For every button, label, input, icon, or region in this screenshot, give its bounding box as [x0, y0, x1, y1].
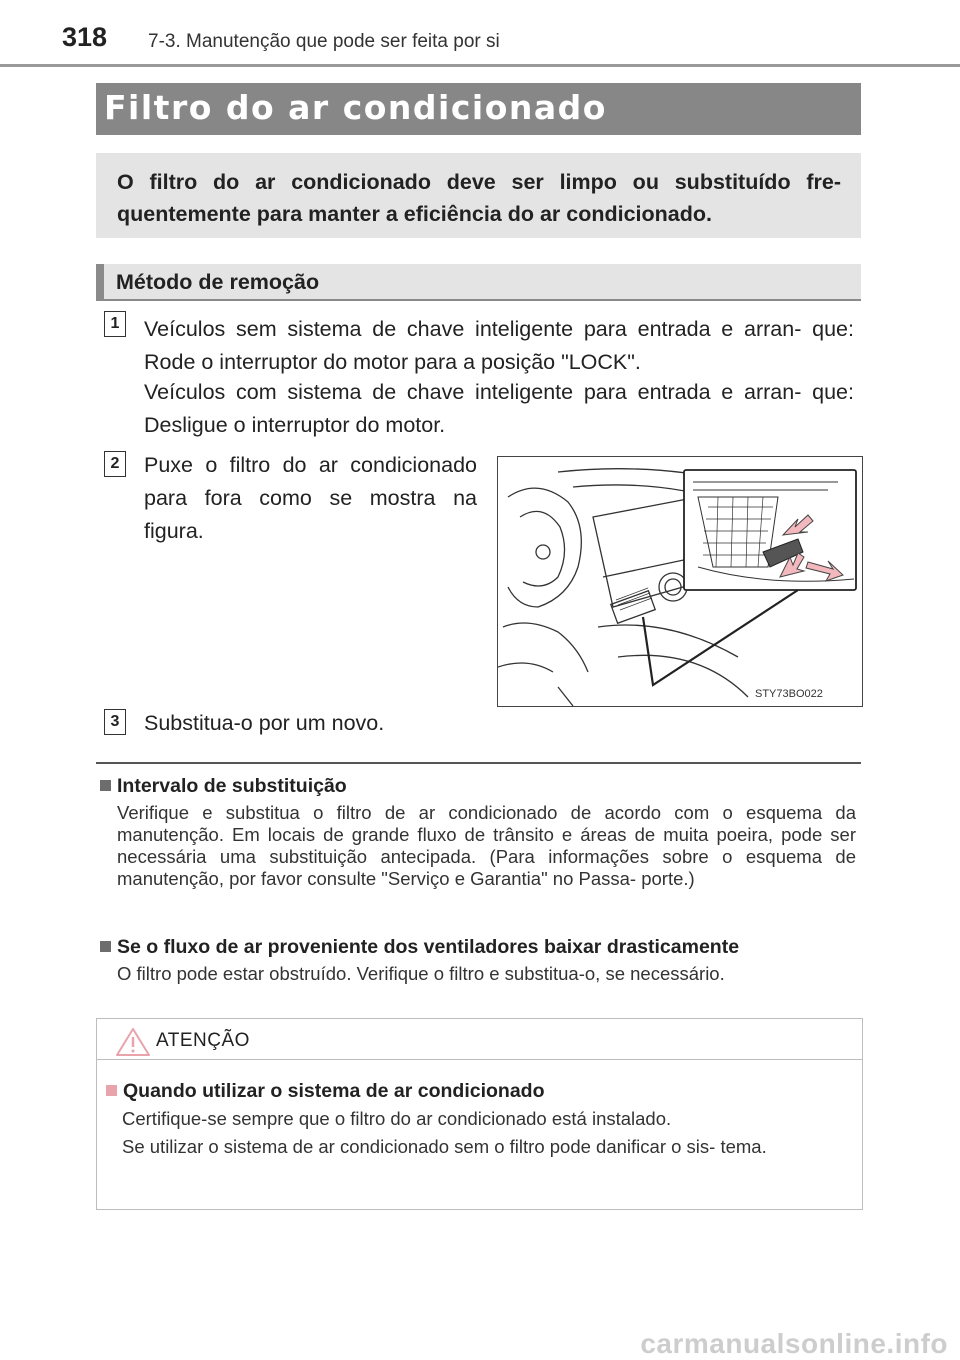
warning-line-2: Se utilizar o sistema de ar condicionado sem o filtro pode danificar o sis- tema.: [122, 1136, 767, 1157]
intro-text: O filtro do ar condicionado deve ser limpo ou substituído fre- quentemente para manter a eficiência do ar condicionado.: [117, 170, 841, 226]
section-divider: [96, 762, 861, 764]
note-2-body: O filtro pode estar obstruído. Verifique o filtro e substitua-o, se necessário.: [117, 963, 725, 984]
step-1-paragraph-1: Veículos sem sistema de chave inteligente para entrada e arran- que: Rode o interruptor do motor para a posição "LOCK".: [144, 317, 854, 374]
step-1-number: 1: [104, 311, 126, 337]
dashboard-illustration: [498, 457, 862, 706]
warning-line-1: Certifique-se sempre que o filtro do ar condicionado está instalado.: [122, 1108, 672, 1129]
step-1-paragraph-2: Veículos com sistema de chave inteligente para entrada e arran- que: Desligue o interruptor do motor.: [144, 380, 854, 437]
step-3-number: 3: [104, 709, 126, 735]
square-bullet-icon: [100, 941, 111, 952]
watermark: carmanualsonline.info: [640, 1328, 948, 1359]
step-2-text: Puxe o filtro do ar condicionado para fora como se mostra na figura.: [144, 453, 477, 543]
square-bullet-icon: [100, 780, 111, 791]
warning-title: Quando utilizar o sistema de ar condicionado: [123, 1080, 545, 1102]
chapter-title: 7-3. Manutenção que pode ser feita por si: [148, 31, 500, 52]
section-heading-underline: [96, 299, 861, 301]
filter-removal-figure: [497, 456, 863, 707]
note-1-heading: [100, 775, 347, 798]
square-bullet-icon: [106, 1085, 117, 1096]
section-heading-accent: [96, 264, 104, 300]
note-2-title: Se o fluxo de ar proveniente dos ventiladores baixar drasticamente: [117, 936, 740, 958]
section-heading: Método de remoção: [116, 270, 320, 294]
warning-triangle-icon: [115, 1027, 151, 1057]
warning-label: ATENÇÃO: [156, 1030, 250, 1051]
step-2-number: 2: [104, 451, 126, 477]
page-title: Filtro do ar condicionado: [104, 88, 607, 127]
warning-divider: [96, 1059, 863, 1060]
step-3-text: Substitua-o por um novo.: [144, 711, 385, 735]
note-1-title: Intervalo de substituição: [117, 775, 347, 797]
note-1-body: Verifique e substitua o filtro de ar condicionado de acordo com o esquema da manutenção. Em locais de grande fluxo de trânsito e áreas de muita poeira, pode ser necessária uma substituição antecipada. (Para informações sobre o esquema de manutenção, por favor consulte "Serviço e Garantia" no Passa- porte.): [117, 802, 856, 889]
header-divider: [0, 64, 960, 67]
page-number: 318: [62, 22, 108, 52]
note-2-heading: [100, 936, 739, 959]
figure-code: STY73BO022: [755, 688, 823, 700]
warning-heading: [106, 1080, 545, 1103]
